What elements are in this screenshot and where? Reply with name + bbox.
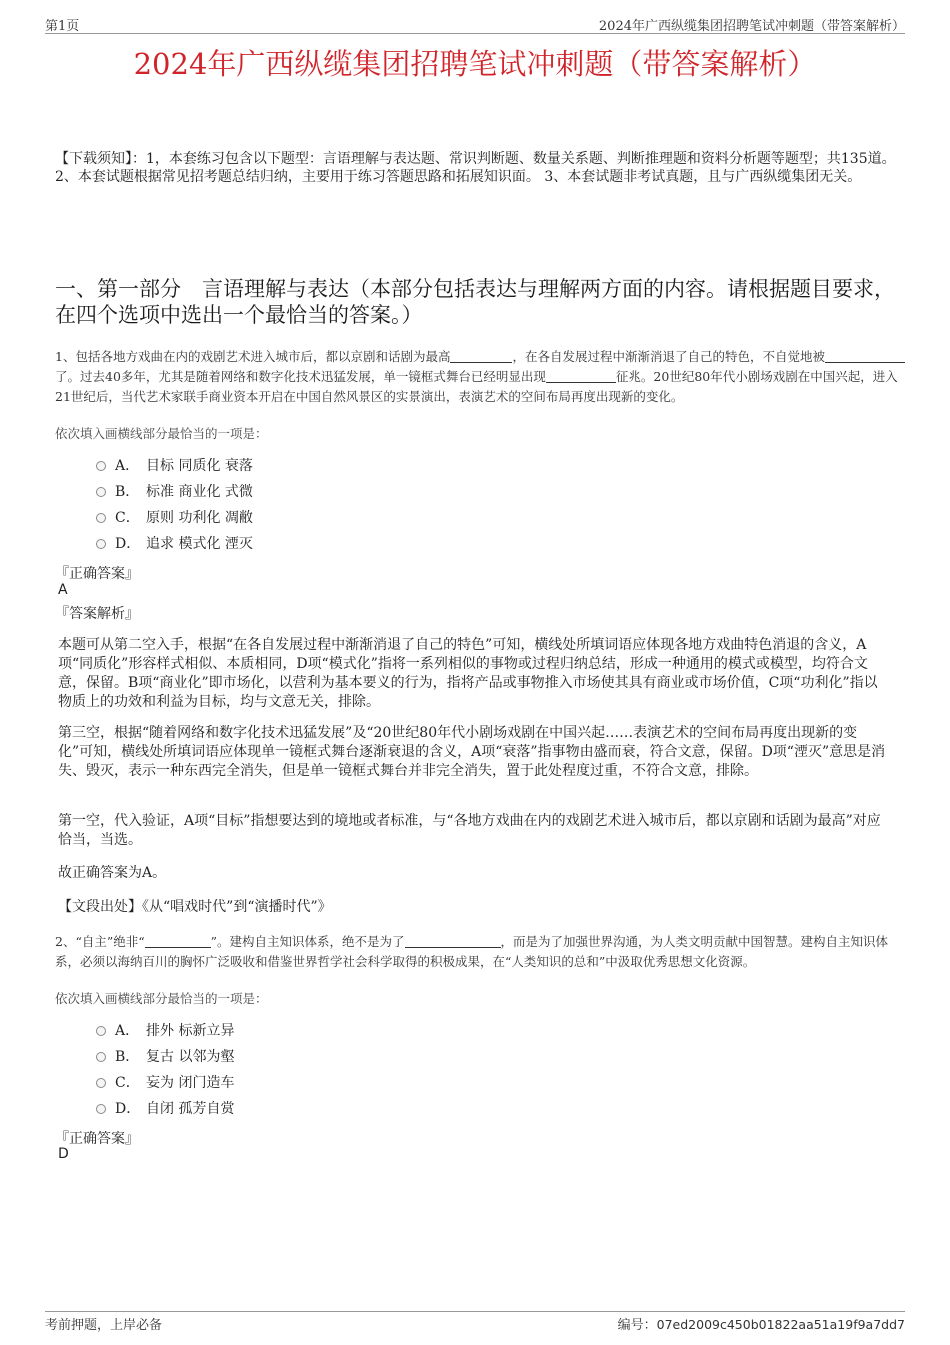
q1-part-4: 征兆。20世纪80年代小剧场戏剧在中国兴起，进入21世纪后，当代艺术家联手商业资本开启在中国自然风景区的实景演出，表演艺术的空间布局再度出现新的变化。	[55, 369, 898, 404]
q2-option-c[interactable]: C． 妄为 闭门造车	[96, 1072, 234, 1094]
radio-icon[interactable]	[96, 487, 106, 497]
q1-part-1: 1、包括各地方戏曲在内的戏剧艺术进入城市后，都以京剧和话剧为最高	[55, 349, 451, 364]
radio-icon[interactable]	[96, 539, 106, 549]
q2-part-2: ”。建构自主知识体系，绝不是为了	[210, 934, 405, 949]
q1-option-a[interactable]: A． 目标 同质化 衰落	[96, 455, 253, 477]
question-2-text	[55, 932, 905, 972]
q1-hint: 依次填入画横线部分最恰当的一项是：	[55, 426, 268, 441]
q1-part-2: ，在各自发展过程中渐渐消退了自己的特色，不自觉地被	[512, 349, 825, 364]
q1-analysis-paragraph: 第三空，根据“随着网络和数字化技术迅猛发展”及“20世纪80年代小剧场戏剧在中国兴起……表演艺术的空间布局再度出现新的变化”可知，横线处所填词语应体现单一镜框式舞台逐渐衰退的含义，A项“衰落”指事物由盛而衰，符合文意，保留。D项“湮灭”意思是消失、毁灭，表示一种东西完全消失，但是单一镜框式舞台并非完全消失，置于此处程度过重，不符合文意，排除。	[58, 725, 886, 779]
q1-part-3: 了。过去40多年，尤其是随着网络和数字化技术迅猛发展，单一镜框式舞台已经明显出现	[55, 369, 546, 384]
radio-icon[interactable]	[96, 513, 106, 523]
q2-part-1: 2、“自主”绝非“	[55, 934, 145, 949]
page-number: 第1页	[45, 19, 80, 34]
q1-answer: A	[58, 582, 68, 598]
q2-blank-1	[145, 933, 211, 948]
q2-option-b[interactable]: B． 复古 以邻为壑	[96, 1046, 234, 1068]
q2-option-d[interactable]: D． 自闭 孤芳自赏	[96, 1098, 234, 1120]
q2-hint: 依次填入画横线部分最恰当的一项是：	[55, 991, 268, 1006]
header-divider	[45, 33, 905, 34]
download-notice: 【下载须知】：1，本套练习包含以下题型：言语理解与表达题、常识判断题、数量关系题、判断推理题和资料分析题等题型；共135道。 2、本套试题根据常见招考题总结归纳，主要用于练习答题思路和拓展知识面。 3、本套试题非考试真题，且与广西纵缆集团无关。	[55, 151, 896, 185]
radio-icon[interactable]	[96, 461, 106, 471]
q1-analysis-paragraph: 本题可从第二空入手，根据“在各自发展过程中渐渐消退了自己的特色”可知，横线处所填词语应体现各地方戏曲特色消退的含义，A项“同质化”形容样式相似、本质相同，D项“模式化”指将一系列相似的事物或过程归纳总结，形成一种通用的模式或模型，均符合文意，保留。B项“商业化”即市场化，以营利为基本要义的行为，指将产品或事物推入市场使其具有商业或市场价值，C项“功利化”指以物质上的功效和利益为目标，均与文意无关，排除。	[58, 637, 878, 710]
q2-answer: D	[58, 1146, 69, 1162]
footer-slogan: 考前押题，上岸必备	[45, 1318, 163, 1333]
section-heading: 一、第一部分 言语理解与表达（本部分包括表达与理解两方面的内容。请根据题目要求，在四个选项中选出一个最恰当的答案。）	[55, 277, 895, 327]
q2-answer-label: 『正确答案』	[55, 1131, 139, 1147]
radio-icon[interactable]	[96, 1026, 106, 1036]
q1-blank-1	[450, 348, 512, 363]
q1-option-d[interactable]: D． 追求 模式化 湮灭	[96, 533, 253, 555]
q1-analysis-conclusion: 故正确答案为A。	[58, 865, 167, 881]
q1-analysis-label: 『答案解析』	[55, 606, 139, 622]
radio-icon[interactable]	[96, 1104, 106, 1114]
q2-part-3: ，而是为了加强世界沟通，为人类文明贡献中国智慧。建构自主知识体系，必须以海纳百川的胸怀广泛吸收和借鉴世界哲学社会科学取得的积极成果，在“人类知识的总和”中汲取优秀思想文化资源。	[55, 934, 889, 969]
q1-option-c[interactable]: C． 原则 功利化 凋敝	[96, 507, 253, 529]
radio-icon[interactable]	[96, 1078, 106, 1088]
question-1-text	[55, 347, 905, 407]
footer-code-label: 编号：	[617, 1318, 657, 1333]
q2-blank-2	[405, 933, 501, 948]
q1-source: 【文段出处】《从“唱戏时代”到“演播时代”》	[58, 899, 332, 915]
footer-divider	[45, 1311, 905, 1312]
page-title: 2024年广西纵缆集团招聘笔试冲刺题（带答案解析）	[133, 47, 817, 81]
q1-analysis-paragraph: 第一空，代入验证，A项“目标”指想要达到的境地或者标准，与“各地方戏曲在内的戏剧艺术进入城市后，都以京剧和话剧为最高”对应恰当，当选。	[58, 813, 881, 848]
q1-blank-3	[546, 368, 616, 383]
header-doc-title: 2024年广西纵缆集团招聘笔试冲刺题（带答案解析）	[598, 19, 905, 34]
q1-option-b[interactable]: B． 标准 商业化 式微	[96, 481, 253, 503]
footer-code	[618, 1314, 905, 1333]
q2-option-a[interactable]: A． 排外 标新立异	[96, 1020, 234, 1042]
radio-icon[interactable]	[96, 1052, 106, 1062]
q1-blank-2	[825, 348, 905, 363]
footer-code-value: 07ed2009c450b01822aa51a19f9a7dd7	[656, 1317, 905, 1332]
q1-answer-label: 『正确答案』	[55, 566, 139, 582]
